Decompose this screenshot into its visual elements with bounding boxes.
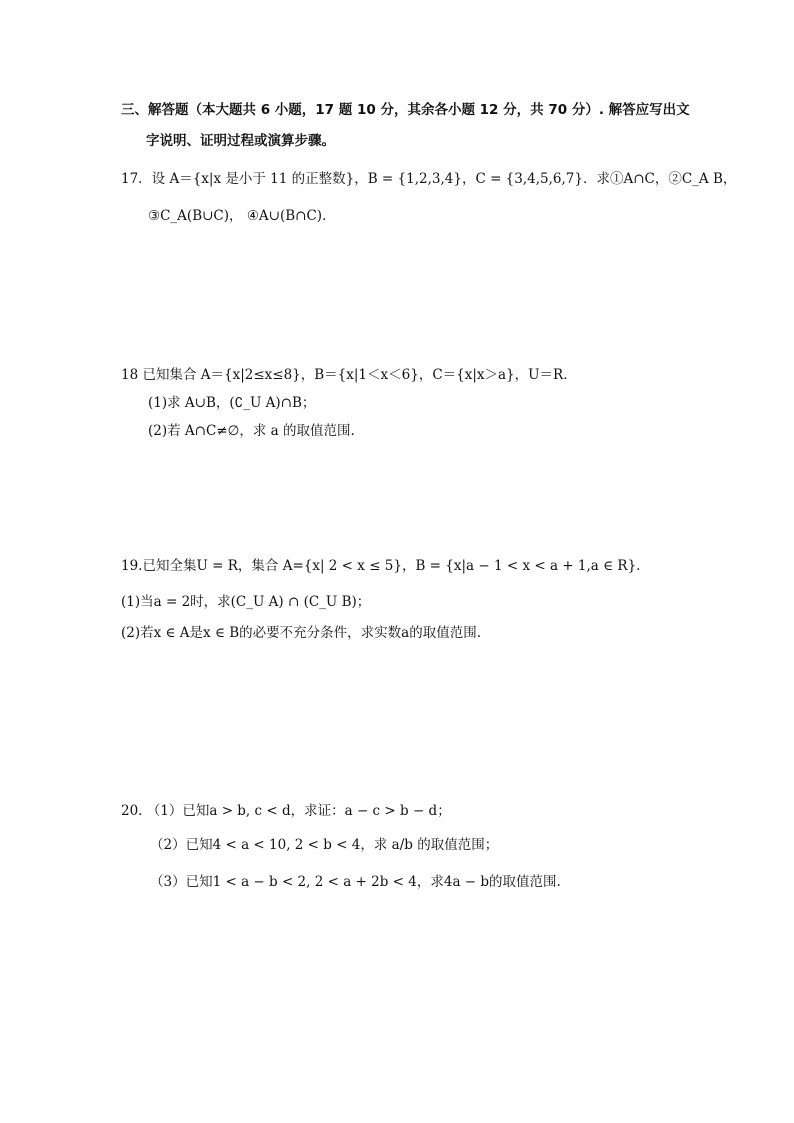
- question-20-part-3: （3）已知1 < a − b < 2, 2 < a + 2b < 4，求4a − b的取值范围.: [150, 874, 561, 890]
- question-18-part-1: (1)求 A∪B，(∁_U A)∩B；: [148, 395, 316, 411]
- question-19-part-2: (2)若x ∈ A是x ∈ B的必要不充分条件，求实数a的取值范围.: [121, 625, 482, 641]
- question-18-part-2: (2)若 A∩C≠∅，求 a 的取值范围.: [148, 423, 355, 439]
- question-20-part-1: 20. （1）已知a > b, c < d，求证：a − c > b − d；: [121, 803, 451, 819]
- question-20-part-2: （2）已知4 < a < 10, 2 < b < 4，求 a/b 的取值范围；: [150, 837, 499, 853]
- question-19-line-1: 19.已知全集U = R，集合 A={x| 2 < x ≤ 5}，B = {x|a − 1 < x < a + 1,a ∈ R}.: [121, 558, 641, 574]
- question-18-line-1: 18 已知集合 A＝{x|2≤x≤8}，B＝{x|1＜x＜6}，C＝{x|x＞a}，U＝R.: [121, 367, 568, 383]
- section-heading-line-1: 三、解答题（本大题共 6 小题，17 题 10 分，其余各小题 12 分，共 70 分）. 解答应写出文: [121, 102, 690, 118]
- question-17-line-1: 17．设 A＝{x|x 是小于 11 的正整数}，B = {1,2,3,4}，C = {3,4,5,6,7}．求①A∩C，②C_A B，: [121, 171, 737, 187]
- question-19-part-1: (1)当a = 2时，求(C_U A) ∩ (C_U B)；: [121, 594, 371, 610]
- section-heading-line-2: 字说明、证明过程或演算步骤。: [146, 133, 335, 149]
- question-17-line-2: ③C_A(B∪C)， ④A∪(B∩C).: [148, 208, 327, 224]
